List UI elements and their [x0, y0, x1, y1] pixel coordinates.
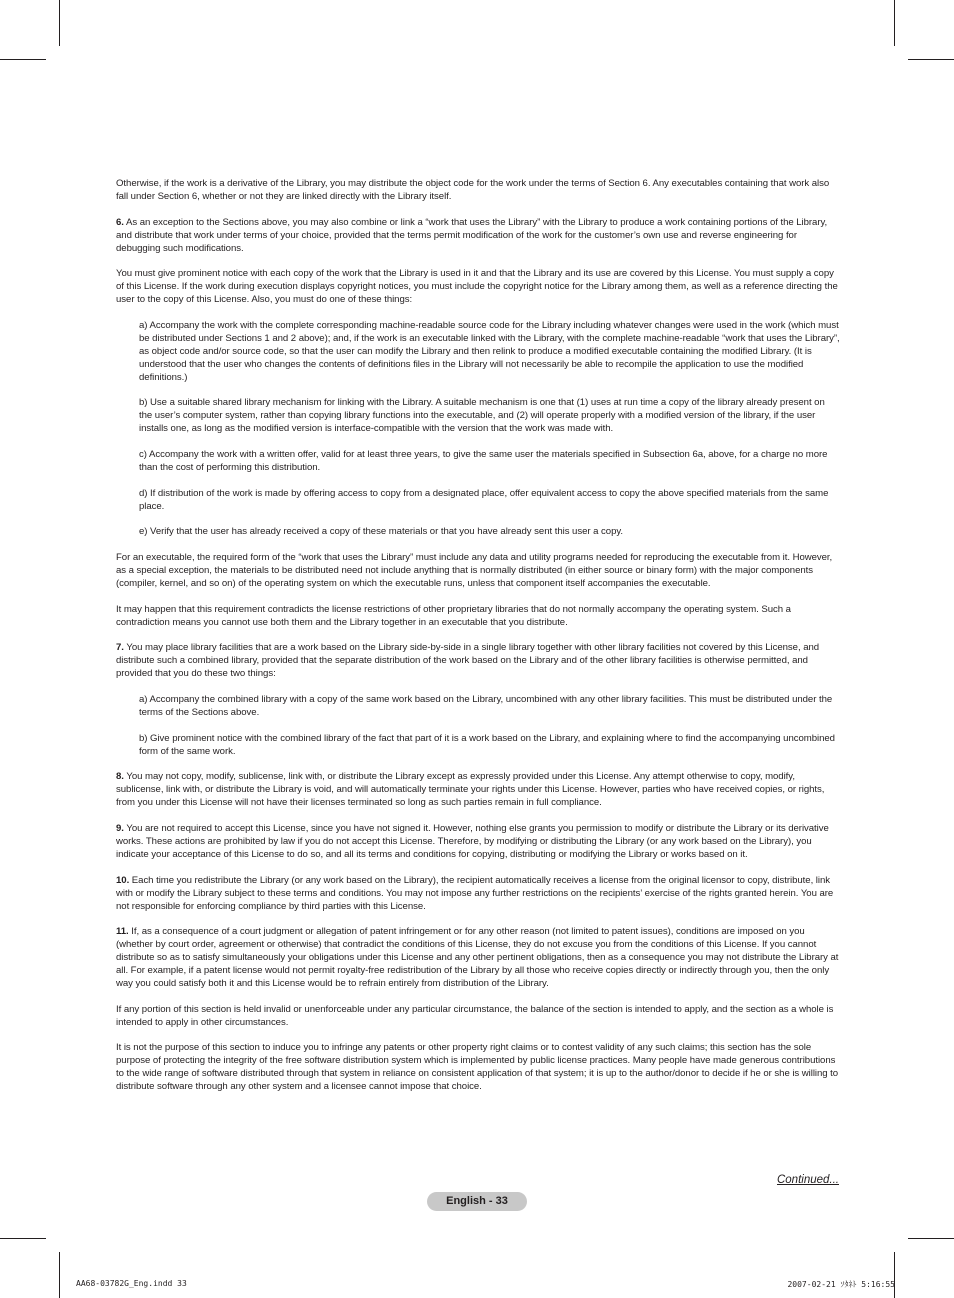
paragraph-text: Otherwise, if the work is a derivative of the Library, you may distribute the object code for the work under the terms of Section 6. Any executables containing that work also fall under Section 6, whether or not they are linked directly with the Library itself.	[116, 178, 830, 202]
page-number-badge: English - 33	[427, 1192, 527, 1211]
paragraph-text: You are not required to accept this License, since you have not signed it. However, nothing else grants you permission to modify or distribute the Library or its derivative works. These actions are prohibited by law if you do not accept this License. Therefore, by modifying or distributing the Library (or any work based on the Library), you indicate your acceptance of this License to do so, and all its terms and conditions for copying, distributing or modifying the Library or works based on it.	[116, 823, 829, 860]
paragraph-text: Each time you redistribute the Library (or any work based on the Library), the recipient automatically receives a license from the original licensor to copy, distribute, link with or modify the Library subject to these terms and conditions. You may not impose any further restrictions on the recipients’ exercise of the rights granted herein. You are not responsible for enforcing compliance by third parties with this License.	[116, 874, 834, 912]
crop-mark	[0, 1238, 46, 1239]
paragraph-text: As an exception to the Sections above, you may also combine or link a “work that uses the Library” with the Library to produce a work containing portions of the Library, and distribute that work under terms of your choice, provided that the terms permit modification of the work for the customer’s own use and reverse engineering for debugging such modifications.	[116, 216, 828, 254]
print-slug-datetime: 2007-02-21 ｿﾀﾈﾄ 5:16:55	[787, 1280, 895, 1289]
print-slug-file: AA68-03782G_Eng.indd 33	[76, 1279, 187, 1288]
paragraph-text: If any portion of this section is held invalid or unenforceable under any particular circumstance, the balance of the section is intended to apply, and the section as a whole is intended to apply in other circumstances.	[116, 1003, 834, 1028]
paragraph-text: You must give prominent notice with each copy of the work that the Library is used in it and that the Library and its use are covered by this License. You must supply a copy of this License. If the work during execution displays copyright notices, you must include the copyright notice for the Library among them, as well as a reference directing the user to the copy of this License. Also, you must do one of these things:	[116, 268, 838, 306]
license-paragraph	[116, 1042, 840, 1094]
license-paragraph	[139, 320, 840, 385]
license-paragraph	[116, 875, 840, 914]
license-paragraph	[116, 604, 840, 630]
license-paragraph	[116, 178, 840, 204]
continued-label: Continued...	[776, 1174, 839, 1186]
license-paragraph	[116, 552, 840, 591]
crop-mark	[59, 1252, 60, 1298]
paragraph-text: b) Give prominent notice with the combined library of the fact that part of it is a work based on the Library, and explaining where to find the accompanying uncombined form of the same work.	[139, 732, 835, 757]
license-paragraph	[139, 397, 840, 436]
paragraph-text: You may place library facilities that are a work based on the Library side-by-side in a single library together with other library facilities not covered by this License, and distribute such a combined library, provided that the separate distribution of the work based on the Library and of the other library facilities is otherwise permitted, and provided that you do these two things:	[116, 642, 820, 680]
paragraph-text: a) Accompany the work with the complete corresponding machine-readable source code for the Library including whatever changes were used in the work (which must be distributed under Sections 1 and 2 above); and, if the work is an executable linked with the Library, with the complete machine-readable “work that uses the Library”, as object code and/or source code, so that the user can modify the Library and then relink to produce a modified executable containing the modified Library. (It is understood that the user who changes the contents of definitions files in the Library will not necessarily be able to recompile the application to use the modified definitions.)	[139, 319, 840, 383]
license-paragraph	[139, 526, 840, 539]
license-paragraph	[116, 642, 840, 681]
license-paragraph	[139, 733, 840, 759]
paragraph-text: It may happen that this requirement contradicts the license restrictions of other proprietary libraries that do not normally accompany the operating system. Such a contradiction means you cannot use both them and the Library together in an executable that you distribute.	[116, 603, 791, 628]
license-paragraph	[139, 694, 840, 720]
license-text	[116, 178, 840, 1107]
section-number: 11.	[116, 926, 129, 938]
paragraph-text: d) If distribution of the work is made by offering access to copy from a designated place, offer equivalent access to copy the above specified materials from the same place.	[139, 487, 829, 512]
section-number: 9.	[116, 823, 124, 835]
crop-mark	[894, 0, 895, 46]
license-paragraph	[116, 217, 840, 256]
license-paragraph	[139, 449, 840, 475]
license-paragraph	[116, 823, 840, 862]
crop-mark	[908, 59, 954, 60]
license-paragraph	[116, 1004, 840, 1030]
crop-mark	[908, 1238, 954, 1239]
section-number: 6.	[116, 216, 124, 228]
license-paragraph	[116, 926, 840, 991]
license-paragraph	[116, 771, 840, 810]
paragraph-text: a) Accompany the combined library with a copy of the same work based on the Library, uncombined with any other library facilities. This must be distributed under the terms of the Sections above.	[139, 694, 833, 718]
paragraph-text: If, as a consequence of a court judgment or allegation of patent infringement or for any other reason (not limited to patent issues), conditions are imposed on you (whether by court order, agreement or otherwise) that contradict the conditions of this License, they do not excuse you from the conditions of this License. If you cannot distribute so as to satisfy simultaneously your obligations under this License and any other pertinent obligations, then as a consequence you may not distribute the Library at all. For example, if a patent license would not permit royalty-free redistribution of the Library by all those who receive copies directly or indirectly through you, then the only way you could satisfy both it and this License would be to refrain entirely from distribution of the Library.	[116, 926, 839, 989]
paragraph-text: For an executable, the required form of the “work that uses the Library” must include any data and utility programs needed for reproducing the executable from it. However, as a special exception, the materials to be distributed need not include anything that is normally distributed (in either source or binary form) with the major components (compiler, kernel, and so on) of the operating system on which the executable runs, unless that component itself accompanies the executable.	[116, 552, 833, 589]
paragraph-text: You may not copy, modify, sublicense, link with, or distribute the Library except as expressly provided under this License. Any attempt otherwise to copy, modify, sublicense, link with, or distribute the Library is void, and will automatically terminate your rights under this License. However, parties who have received copies, or rights, from you under this License will not have their licenses terminated so long as such parties remain in full compliance.	[116, 771, 825, 809]
license-paragraph	[139, 488, 840, 514]
paragraph-text: It is not the purpose of this section to induce you to infringe any patents or other property right claims or to contest validity of any such claims; this section has the sole purpose of protecting the integrity of the free software distribution system which is implemented by public license practices. Many people have made generous contributions to the wide range of software distributed through that system in reliance on consistent application of that system; it is up to the author/donor to decide if he or she is willing to distribute software through any other system and a licensee cannot impose that choice.	[116, 1042, 839, 1093]
crop-mark	[894, 1252, 895, 1298]
license-paragraph	[116, 268, 840, 307]
crop-mark	[0, 59, 46, 60]
paragraph-text: e) Verify that the user has already received a copy of these materials or that you have already sent this user a copy.	[139, 526, 624, 538]
section-number: 10.	[116, 874, 130, 886]
section-number: 7.	[116, 642, 124, 654]
paragraph-text: c) Accompany the work with a written offer, valid for at least three years, to give the same user the materials specified in Subsection 6a, above, for a charge no more than the cost of performing this distribution.	[139, 448, 828, 473]
paragraph-text: b) Use a suitable shared library mechanism for linking with the Library. A suitable mechanism is one that (1) uses at run time a copy of the library already present on the user’s computer system, rather than copying library functions into the executable, and (2) will operate properly with a modified version of the library, if the user installs one, as long as the modified version is interface-compatible with the version that the work was made with.	[139, 397, 825, 435]
crop-mark	[59, 0, 60, 46]
section-number: 8.	[116, 771, 124, 783]
